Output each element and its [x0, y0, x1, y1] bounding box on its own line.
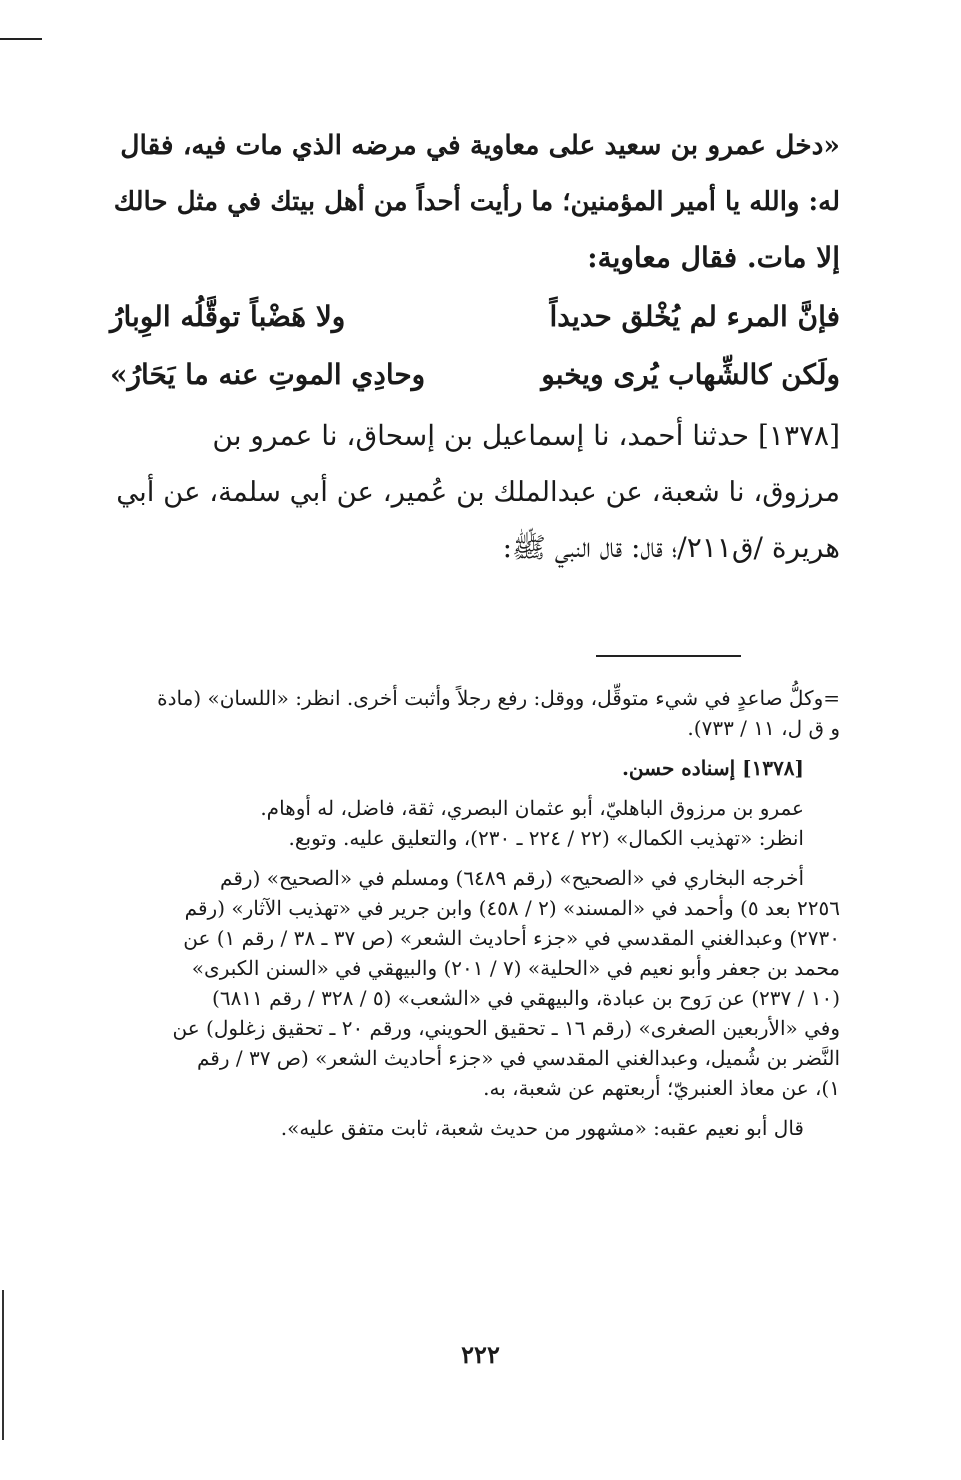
quote-block: [110, 118, 840, 286]
footnote-line: النَّضر بن شُميل، وعبدالغني المقدسي في «جزء أحاديث الشعر» (ص ٣٧ / رقم: [196, 1046, 840, 1070]
footnote-takhrij: [110, 863, 840, 1103]
page-number: ٢٢٢: [461, 1340, 500, 1369]
verse-second-hemistich: وحادِي الموتِ عنه ما يَحَارُ»: [110, 358, 426, 391]
footnotes: [110, 683, 840, 1153]
footnote-line: [١٣٧٨] إسناده حسن.: [621, 756, 804, 780]
footnote-line: =وكلُّ صاعدٍ في شيء متوقِّل، ووقل: رفع رجلاً وأثبت أخرى. انظر: «اللسان» (مادة: [157, 686, 840, 710]
footnote-line: وفي «الأربعين الصغرى» (رقم ١٦ ـ تحقيق الحويني، ورقم ٢٠ ـ تحقيق زغلول) عن: [172, 1016, 840, 1040]
footnote-line: (١٠ / ٢٣٧) عن رَوح بن عبادة، والبيهقي في «الشعب» (٥ / ٣٢٨ / رقم ٦٨١١): [212, 986, 840, 1010]
verse-first-hemistich: فإنَّ المرء لم يُخْلق حديداً: [549, 300, 840, 333]
hadith-line: مرزوق، نا شعبة، عن عبدالملك بن عُمير، عن أبي سلمة، عن أبي: [116, 476, 840, 508]
footnote-grading: [110, 753, 840, 783]
footnote-line: أخرجه البخاري في «الصحيح» (رقم ٦٤٨٩) ومسلم في «الصحيح» (رقم: [220, 866, 804, 890]
verse-second-hemistich: ولا هَضْباً توقَّلُه الوِبارُ: [110, 300, 346, 333]
quote-line: له: والله يا أمير المؤمنين؛ ما رأيت أحداً من أهل بيتك في مثل حالك: [113, 187, 840, 217]
footnote-narrator: [110, 793, 840, 853]
quote-line: إلا مات. فقال معاوية:: [587, 241, 840, 274]
verse-line: [110, 346, 840, 404]
verse-first-hemistich: ولَكن كالشِّهاب يُرى ويخبو: [541, 358, 840, 391]
footnote-continuation: [110, 683, 840, 743]
footnote-line: محمد بن جعفر وأبو نعيم في «الحلية» (٧ / ٢٠١) والبيهقي في «السنن الكبرى»: [191, 956, 840, 980]
footnote-line: ٢٧٣٠) وعبدالغني المقدسي في «جزء أحاديث الشعر» (ص ٣٧ ـ ٣٨ / رقم ١) عن: [183, 926, 840, 950]
poem: [110, 288, 840, 404]
hadith-line: هريرة /ق٢١١/؛ قال: قال النبي ﷺ:: [502, 531, 840, 564]
footnote-line: قال أبو نعيم عقبه: «مشهور من حديث شعبة، ثابت متفق عليه».: [280, 1116, 804, 1140]
hadith-block: [110, 408, 840, 576]
hadith-line: [١٣٧٨] حدثنا أحمد، نا إسماعيل بن إسحاق، نا عمرو بن: [212, 419, 840, 452]
verse-line: [110, 288, 840, 346]
footnote-line: انظر: «تهذيب الكمال» (٢٢ / ٢٢٤ ـ ٢٣٠)، والتعليق عليه. وتوبع.: [288, 826, 804, 850]
main-text: [110, 118, 840, 576]
footnote-line: و ق ل، ١١ / ٧٣٣).: [687, 716, 840, 740]
footnote-line: ٢٢٥٦ بعد ٥) وأحمد في «المسند» (٢ / ٤٥٨) وابن جرير في «تهذيب الآثار» (رقم: [184, 896, 840, 920]
footnote-separator: [596, 655, 741, 657]
quote-line: «دخل عمرو بن سعيد على معاوية في مرضه الذي مات فيه، فقال: [120, 130, 840, 161]
footnote-line: عمرو بن مرزوق الباهليّ، أبو عثمان البصري، ثقة، فاضل، له أوهام.: [260, 796, 804, 820]
footnote-line: ١)، عن معاذ العنبريّ؛ أربعتهم عن شعبة، به.: [483, 1076, 840, 1100]
footnote-closing: [110, 1113, 840, 1143]
corner-scan-mark: [0, 38, 42, 40]
